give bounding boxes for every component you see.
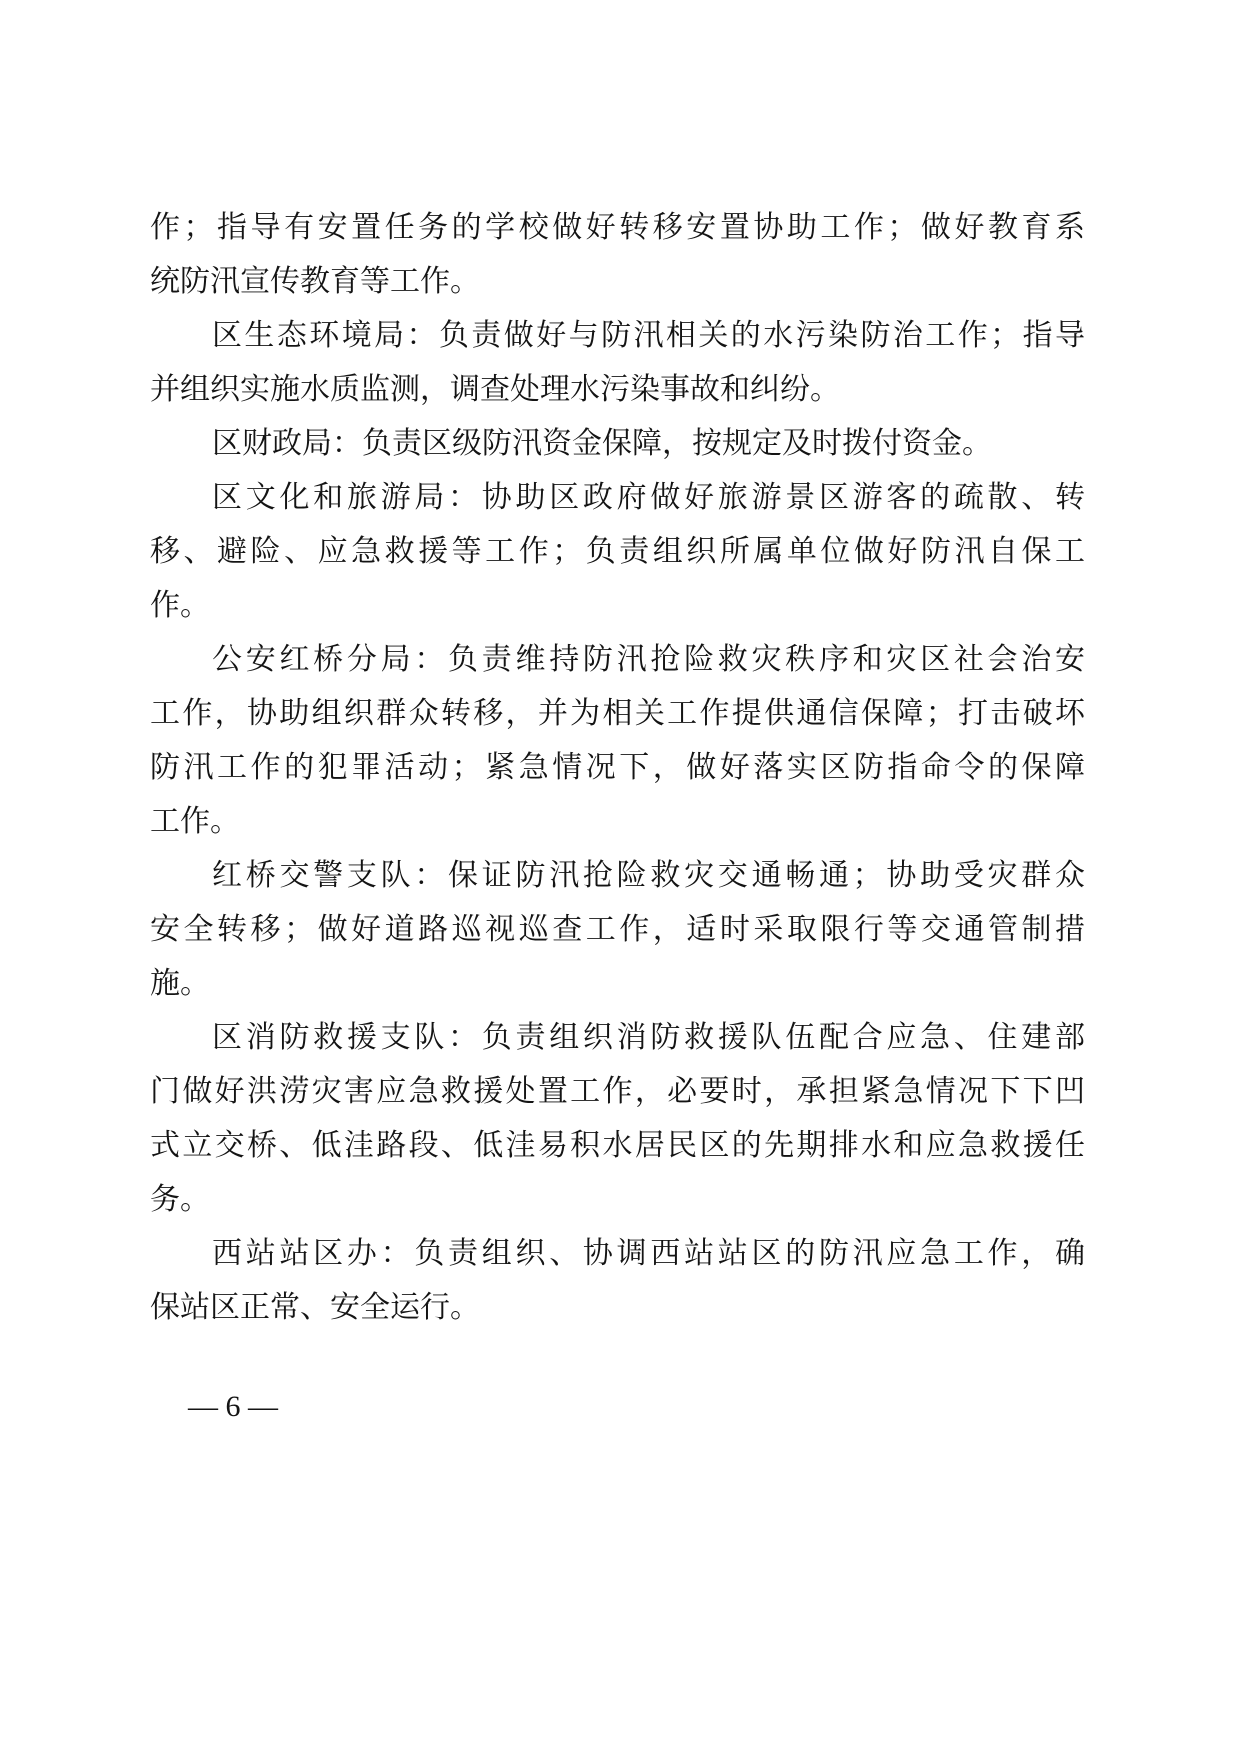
page-number: — 6 — [188,1390,278,1423]
text-line: 移、避险、应急救援等工作；负责组织所属单位做好防汛自保工 [150,535,1085,568]
text-line: 保站区正常、安全运行。 [150,1291,480,1324]
text-line: 施。 [150,967,210,1000]
body-text [150,201,1085,1335]
text-line: 防汛工作的犯罪活动；紧急情况下，做好落实区防指命令的保障 [150,751,1085,784]
text-line: 工作。 [150,805,240,838]
text-line: 区财政局：负责区级防汛资金保障，按规定及时拨付资金。 [212,427,992,460]
text-line: 作；指导有安置任务的学校做好转移安置协助工作；做好教育系 [150,211,1085,244]
paragraph-culture-tourism-bureau [150,471,1085,633]
paragraph-ecology-environment-bureau [150,309,1085,417]
text-line: 并组织实施水质监测，调查处理水污染事故和纠纷。 [150,373,840,406]
paragraph-finance-bureau [150,417,1085,471]
paragraph-public-security-branch [150,633,1085,849]
text-line: 门做好洪涝灾害应急救援处置工作，必要时，承担紧急情况下下凹 [150,1075,1085,1108]
text-line: 区文化和旅游局：协助区政府做好旅游景区游客的疏散、转 [212,481,1085,514]
paragraph-traffic-police [150,849,1085,1011]
text-line: 式立交桥、低洼路段、低洼易积水居民区的先期排水和应急救援任 [150,1129,1085,1162]
text-line: 红桥交警支队：保证防汛抢险救灾交通畅通；协助受灾群众 [212,859,1085,892]
text-line: 作。 [150,589,210,622]
text-line: 西站站区办：负责组织、协调西站站区的防汛应急工作，确 [212,1237,1085,1270]
text-line: 公安红桥分局：负责维持防汛抢险救灾秩序和灾区社会治安 [212,643,1085,676]
text-line: 区消防救援支队：负责组织消防救援队伍配合应急、住建部 [212,1021,1085,1054]
text-line: 安全转移；做好道路巡视巡查工作，适时采取限行等交通管制措 [150,913,1085,946]
text-line: 工作，协助组织群众转移，并为相关工作提供通信保障；打击破坏 [150,697,1085,730]
text-line: 务。 [150,1183,210,1216]
text-line: 区生态环境局：负责做好与防汛相关的水污染防治工作；指导 [212,319,1085,352]
paragraph-education-continued [150,201,1085,309]
paragraph-fire-rescue [150,1011,1085,1227]
text-line: 统防汛宣传教育等工作。 [150,265,480,298]
paragraph-west-station-office [150,1227,1085,1335]
